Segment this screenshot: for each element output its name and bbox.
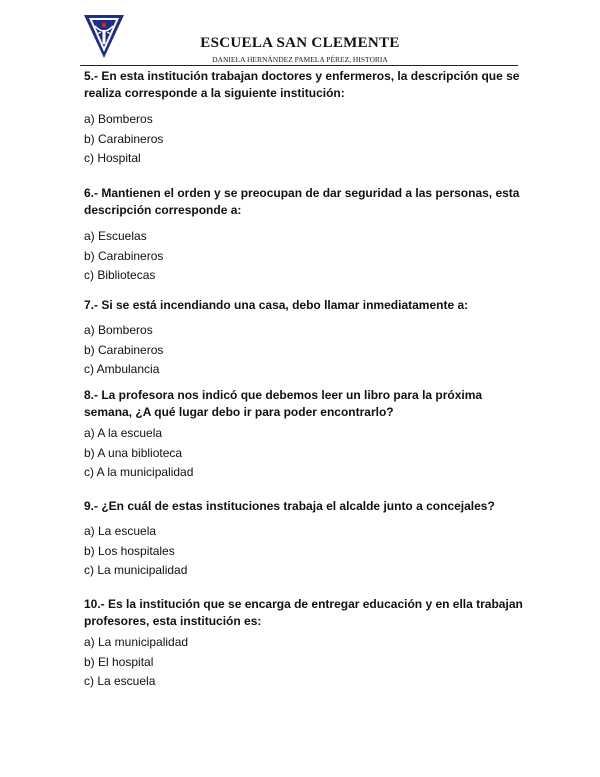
question-8 [84, 387, 524, 483]
option-b[interactable]: b) Carabineros [84, 131, 164, 146]
question-text: 10.- Es la institución que se encarga de entregar educación y en ella trabajan profesores, esta institución es: [84, 597, 523, 628]
option-b[interactable]: b) Carabineros [84, 248, 164, 263]
option-a[interactable]: a) Bomberos [84, 323, 153, 337]
options-list [84, 424, 524, 483]
question-10 [84, 596, 524, 692]
question-6 [84, 185, 524, 286]
options-list [84, 110, 524, 169]
option-c[interactable]: c) La municipalidad [84, 563, 188, 578]
options-list [84, 522, 524, 581]
question-text: 8.- La profesora nos indicó que debemos leer un libro para la próxima semana, ¿A qué lugar debo ir para poder encontrarlo? [84, 388, 483, 419]
option-b[interactable]: b) Los hospitales [84, 543, 175, 558]
question-text: 6.- Mantienen el orden y se preocupan de dar seguridad a las personas, esta descripción corresponde a: [84, 186, 520, 217]
options-list [84, 321, 524, 380]
option-b[interactable]: b) Carabineros [84, 342, 164, 357]
option-c[interactable]: c) Ambulancia [84, 362, 160, 377]
question-7 [84, 297, 524, 380]
question-5 [84, 68, 524, 169]
option-b[interactable]: b) El hospital [84, 654, 154, 669]
option-a[interactable]: a) A la escuela [84, 426, 163, 440]
question-text: 5.- En esta institución trabajan doctores y enfermeros, la descripción que se realiza corresponde a la siguiente institución: [84, 69, 520, 100]
option-a[interactable]: a) Escuelas [84, 229, 147, 243]
question-9 [84, 498, 524, 581]
option-c[interactable]: c) La escuela [84, 674, 156, 689]
option-a[interactable]: a) La escuela [84, 524, 157, 538]
option-c[interactable]: c) Bibliotecas [84, 268, 156, 283]
option-b[interactable]: b) A una biblioteca [84, 445, 183, 460]
school-subtitle: DANIELA HERNÁNDEZ PAMELA PÉREZ, HISTORIA [212, 55, 388, 64]
options-list [84, 633, 524, 692]
option-c[interactable]: c) A la municipalidad [84, 465, 194, 480]
question-text: 7.- Si se está incendiando una casa, debo llamar inmediatamente a: [84, 298, 469, 312]
school-name: ESCUELA SAN CLEMENTE [200, 35, 400, 51]
option-c[interactable]: c) Hospital [84, 151, 141, 166]
option-a[interactable]: a) Bomberos [84, 112, 153, 126]
school-crest-icon [82, 12, 126, 60]
option-a[interactable]: a) La municipalidad [84, 635, 189, 649]
header-divider [80, 65, 518, 66]
question-text: 9.- ¿En cuál de estas instituciones trabaja el alcalde junto a concejales? [84, 499, 495, 513]
options-list [84, 227, 524, 286]
